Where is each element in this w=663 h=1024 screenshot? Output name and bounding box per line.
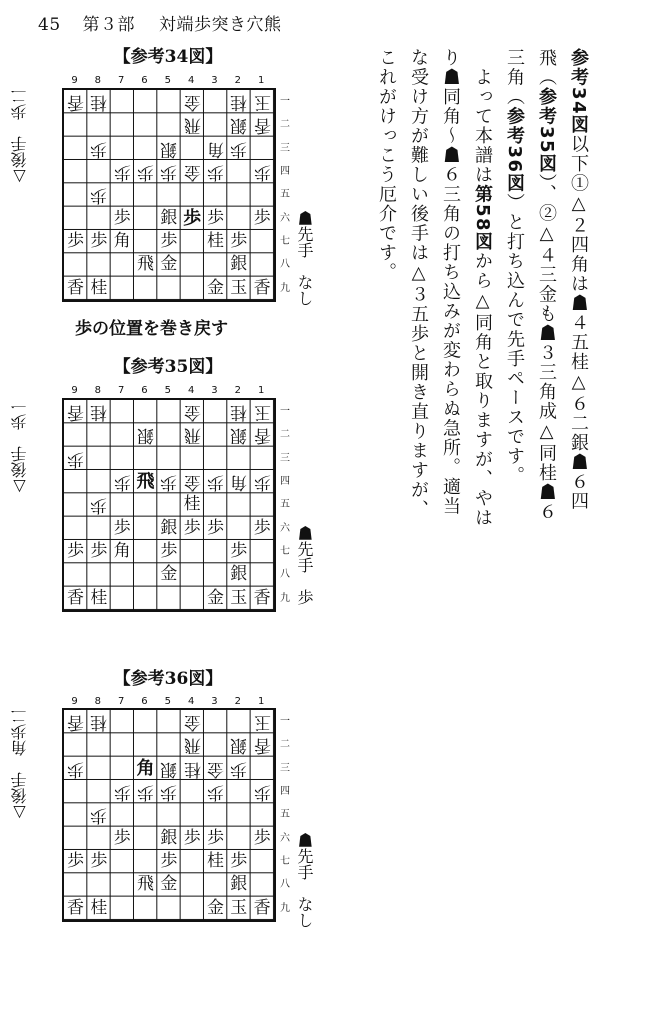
shogi-piece: 歩 xyxy=(67,758,84,779)
rank-label: 三 xyxy=(280,762,290,774)
shogi-piece: 歩 xyxy=(136,161,154,182)
rank-label: 四 xyxy=(280,785,290,797)
shogi-piece: 歩 xyxy=(67,850,84,871)
gote-hand-pieces: 角歩二 xyxy=(10,708,29,756)
rank-label: 七 xyxy=(280,855,290,867)
file-label: 9 xyxy=(71,75,78,86)
file-label: 5 xyxy=(164,385,171,396)
shogi-piece: 玉 xyxy=(230,897,248,918)
shogi-piece: 香 xyxy=(253,115,271,136)
sente-label: ☗先手 xyxy=(295,210,314,258)
shogi-board-36 xyxy=(62,708,276,922)
shogi-piece: 歩 xyxy=(206,207,224,228)
shogi-piece: 歩 xyxy=(206,161,224,182)
shogi-piece: 桂 xyxy=(183,494,201,515)
shogi-piece: 歩 xyxy=(113,781,131,802)
rank-label: 九 xyxy=(280,592,290,604)
shogi-piece: 金 xyxy=(183,402,201,422)
shogi-piece: 金 xyxy=(160,254,178,275)
gote-label: △後手 xyxy=(10,136,29,187)
shogi-piece: 歩 xyxy=(183,827,201,848)
shogi-piece: 飛 xyxy=(183,425,201,446)
rank-label: 四 xyxy=(280,165,290,177)
part-label: 第３部 xyxy=(82,15,136,35)
shogi-piece: 桂 xyxy=(183,758,201,779)
shogi-piece: 銀 xyxy=(160,758,178,779)
shogi-piece: 歩 xyxy=(230,138,248,159)
figure-36-title: 【参考36図】 xyxy=(113,669,223,689)
shogi-piece: 飛 xyxy=(183,735,201,756)
shogi-piece: 歩 xyxy=(230,230,248,251)
shogi-piece: 桂 xyxy=(230,402,248,422)
shogi-piece: 歩 xyxy=(253,827,271,848)
shogi-piece: 歩 xyxy=(183,207,202,229)
file-label: 5 xyxy=(164,696,171,707)
sente-hand-pieces: なし xyxy=(295,274,314,306)
shogi-piece: 桂 xyxy=(90,402,108,422)
shogi-piece: 歩 xyxy=(253,161,271,182)
shogi-piece: 金 xyxy=(183,471,201,492)
shogi-piece: 歩 xyxy=(113,827,131,848)
rank-label: 六 xyxy=(280,832,290,844)
body-line: これがけっこう厄介です。 xyxy=(376,48,397,282)
file-label: 1 xyxy=(257,696,265,707)
file-label: 4 xyxy=(187,696,195,707)
body-line: 三角（参考36図）と打ち込んで先手ペースです。 xyxy=(504,48,525,486)
rank-label: 五 xyxy=(280,499,290,511)
shogi-piece: 歩 xyxy=(230,850,248,871)
rank-label: 三 xyxy=(280,452,290,464)
shogi-piece: 歩 xyxy=(183,517,201,538)
shogi-piece: 歩 xyxy=(113,207,131,228)
file-label: 7 xyxy=(117,696,125,707)
shogi-piece: 歩 xyxy=(230,540,248,561)
sente-label: ☗先手 xyxy=(295,832,314,880)
shogi-piece: 角 xyxy=(113,230,131,251)
shogi-piece: 歩 xyxy=(253,517,271,538)
shogi-piece: 飛 xyxy=(136,874,154,895)
shogi-piece: 歩 xyxy=(90,138,108,159)
shogi-piece: 飛 xyxy=(136,470,155,492)
shogi-piece: 銀 xyxy=(230,564,248,585)
shogi-piece: 歩 xyxy=(230,758,248,779)
shogi-piece: 香 xyxy=(253,425,271,446)
shogi-piece: 歩 xyxy=(90,805,108,826)
file-label: 8 xyxy=(94,385,102,396)
rank-label: 八 xyxy=(280,569,290,581)
shogi-piece: 金 xyxy=(206,277,224,298)
rank-label: 三 xyxy=(280,142,290,154)
file-label: 7 xyxy=(117,385,125,396)
shogi-piece: 玉 xyxy=(253,712,271,732)
chapter-title: 対端歩突き穴熊 xyxy=(158,15,282,35)
shogi-piece: 飛 xyxy=(136,254,154,275)
shogi-piece: 香 xyxy=(67,712,84,732)
shogi-piece: 歩 xyxy=(206,471,224,492)
shogi-piece: 歩 xyxy=(206,517,224,538)
shogi-piece: 角 xyxy=(136,757,155,779)
rank-label: 二 xyxy=(280,119,290,131)
shogi-piece: 金 xyxy=(206,587,224,608)
shogi-piece: 歩 xyxy=(160,850,178,871)
file-label: 9 xyxy=(71,696,78,707)
shogi-piece: 銀 xyxy=(230,874,248,895)
sente-hand-36 xyxy=(296,832,312,928)
file-label: 2 xyxy=(234,75,241,86)
figure-reference: 第58図 xyxy=(472,184,493,252)
shogi-piece: 銀 xyxy=(230,115,248,136)
rank-label: 六 xyxy=(280,522,290,534)
shogi-piece: 歩 xyxy=(90,495,108,516)
file-label: 7 xyxy=(117,75,125,86)
rank-label: 七 xyxy=(280,235,290,247)
page-header xyxy=(38,10,281,35)
shogi-piece: 歩 xyxy=(253,781,271,802)
figure-reference: 参考34図 xyxy=(568,48,589,135)
gote-hand-pieces: 歩一 xyxy=(10,398,29,430)
sente-hand-35 xyxy=(296,525,312,605)
shogi-piece: 飛 xyxy=(183,115,201,136)
file-label: 4 xyxy=(187,385,195,396)
shogi-piece: 角 xyxy=(206,138,224,159)
shogi-piece: 角 xyxy=(230,471,248,492)
figure-reference: 参考36図 xyxy=(504,106,525,194)
shogi-piece: 香 xyxy=(67,587,84,608)
shogi-piece: 香 xyxy=(253,735,271,756)
rank-label: 九 xyxy=(280,902,290,914)
shogi-board-35 xyxy=(62,398,276,612)
file-label: 6 xyxy=(141,75,148,86)
shogi-piece: 歩 xyxy=(160,230,178,251)
rank-label: 二 xyxy=(280,429,290,441)
shogi-piece: 銀 xyxy=(160,827,178,848)
figure-34-title: 【参考34図】 xyxy=(113,47,223,67)
body-line: な受け方が難しい後手は△３五歩と開き直りますが、 xyxy=(408,48,429,519)
shogi-piece: 歩 xyxy=(113,517,131,538)
shogi-piece: 香 xyxy=(253,587,271,608)
file-label: 1 xyxy=(257,75,265,86)
file-label: 8 xyxy=(94,696,102,707)
shogi-piece: 歩 xyxy=(160,540,178,561)
rank-label: 四 xyxy=(280,475,290,487)
file-label: 6 xyxy=(141,385,148,396)
shogi-piece: 桂 xyxy=(206,230,224,251)
body-text xyxy=(370,48,594,628)
shogi-piece: 銀 xyxy=(230,254,248,275)
rank-label: 六 xyxy=(280,212,290,224)
shogi-piece: 桂 xyxy=(90,92,108,112)
shogi-board-34 xyxy=(62,88,276,302)
shogi-piece: 歩 xyxy=(90,230,108,251)
body-line: 飛（参考35図）、②△４三金も☗３三角成△同桂☗６ xyxy=(536,48,557,522)
sente-hand-34 xyxy=(296,210,312,306)
shogi-piece: 歩 xyxy=(160,471,178,492)
file-label: 1 xyxy=(257,385,265,396)
shogi-piece: 香 xyxy=(253,897,271,918)
body-line: り☗同角～☗６三角の打ち込みが変わらぬ急所。適当 xyxy=(440,48,461,516)
shogi-piece: 金 xyxy=(206,758,224,779)
gote-hand-36 xyxy=(12,708,28,823)
shogi-piece: 香 xyxy=(67,277,84,298)
shogi-piece: 銀 xyxy=(160,138,178,159)
rank-label: 五 xyxy=(280,189,290,201)
shogi-piece: 銀 xyxy=(160,207,178,228)
page-number: 45 xyxy=(38,15,61,35)
shogi-piece: 香 xyxy=(67,92,84,112)
body-line: よって本譜は第58図から△同角と取りますが、やは xyxy=(472,48,493,528)
rank-label: 一 xyxy=(280,716,290,727)
shogi-piece: 金 xyxy=(160,874,178,895)
sente-hand-pieces: なし xyxy=(295,896,314,928)
file-label: 3 xyxy=(211,696,218,707)
shogi-piece: 銀 xyxy=(230,425,248,446)
shogi-piece: 桂 xyxy=(206,850,224,871)
shogi-piece: 金 xyxy=(183,92,201,112)
shogi-piece: 歩 xyxy=(160,781,178,802)
rank-label: 八 xyxy=(280,259,290,271)
shogi-piece: 金 xyxy=(160,564,178,585)
shogi-piece: 香 xyxy=(253,277,271,298)
shogi-piece: 歩 xyxy=(253,471,271,492)
shogi-piece: 歩 xyxy=(206,827,224,848)
shogi-piece: 銀 xyxy=(230,735,248,756)
shogi-piece: 歩 xyxy=(67,230,84,251)
rank-label: 九 xyxy=(280,282,290,294)
shogi-piece: 歩 xyxy=(67,448,84,469)
rank-label: 八 xyxy=(280,879,290,891)
shogi-piece: 玉 xyxy=(253,92,271,112)
shogi-piece: 角 xyxy=(113,540,131,561)
file-label: 4 xyxy=(187,75,195,86)
gote-label: △後手 xyxy=(10,446,29,497)
figure-reference: 参考35図 xyxy=(536,87,557,174)
shogi-piece: 桂 xyxy=(90,587,108,608)
shogi-piece: 歩 xyxy=(136,781,154,802)
shogi-piece: 玉 xyxy=(230,587,248,608)
shogi-piece: 玉 xyxy=(230,277,248,298)
rank-label: 一 xyxy=(280,406,290,417)
shogi-piece: 歩 xyxy=(113,471,131,492)
body-line: 参考34図以下①△２四角は☗４五桂△６二銀☗６四 xyxy=(568,48,589,512)
file-label: 5 xyxy=(164,75,171,86)
shogi-piece: 歩 xyxy=(253,207,271,228)
shogi-piece: 歩 xyxy=(67,540,84,561)
gote-hand-35 xyxy=(12,398,28,497)
shogi-piece: 金 xyxy=(183,712,201,732)
gote-hand-34 xyxy=(12,88,28,187)
shogi-piece: 桂 xyxy=(230,92,248,112)
figure-35-title: 【参考35図】 xyxy=(113,357,223,377)
shogi-piece: 歩 xyxy=(113,161,131,182)
shogi-piece: 香 xyxy=(67,402,84,422)
shogi-piece: 歩 xyxy=(160,161,178,182)
file-label: 2 xyxy=(234,385,241,396)
shogi-piece: 金 xyxy=(183,161,201,182)
shogi-piece: 歩 xyxy=(90,185,108,206)
shogi-piece: 歩 xyxy=(206,781,224,802)
rank-label: 二 xyxy=(280,739,290,751)
shogi-piece: 桂 xyxy=(90,277,108,298)
file-label: 9 xyxy=(71,385,78,396)
file-label: 8 xyxy=(94,75,102,86)
shogi-piece: 金 xyxy=(206,897,224,918)
shogi-piece: 銀 xyxy=(136,425,154,446)
shogi-piece: 歩 xyxy=(90,850,108,871)
file-label: 6 xyxy=(141,696,148,707)
file-label: 2 xyxy=(234,696,241,707)
figure-caption: 歩の位置を巻き戻す xyxy=(75,319,228,339)
shogi-piece: 玉 xyxy=(253,402,271,422)
gote-label: △後手 xyxy=(10,772,29,823)
rank-label: 一 xyxy=(280,96,290,107)
shogi-piece: 香 xyxy=(67,897,84,918)
shogi-piece: 桂 xyxy=(90,712,108,732)
shogi-piece: 歩 xyxy=(90,540,108,561)
sente-label: ☗先手 xyxy=(295,525,314,573)
file-label: 3 xyxy=(211,75,218,86)
sente-hand-pieces: 歩 xyxy=(295,589,314,605)
rank-label: 五 xyxy=(280,809,290,821)
rank-label: 七 xyxy=(280,545,290,557)
gote-hand-pieces: 歩二 xyxy=(10,88,29,120)
shogi-piece: 桂 xyxy=(90,897,108,918)
file-label: 3 xyxy=(211,385,218,396)
shogi-piece: 銀 xyxy=(160,517,178,538)
